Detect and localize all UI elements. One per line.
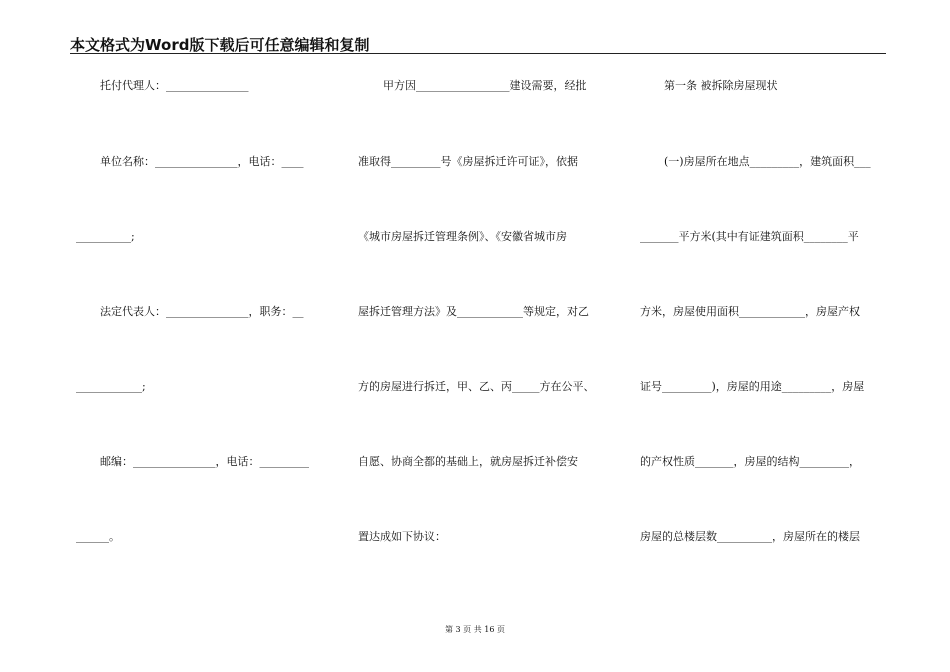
- middle-line-3: 《城市房屋拆迁管理条例》、《安徽省城市房: [358, 230, 567, 243]
- right-line-5: 证号_________)，房屋的用途_________，房屋: [640, 380, 865, 393]
- right-line-2: (一)房屋所在地点_________，建筑面积___: [664, 155, 871, 168]
- header-title: 本文格式为Word版下载后可任意编辑和复制: [70, 36, 370, 54]
- right-line-4: 方米，房屋使用面积____________，房屋产权: [640, 305, 860, 318]
- header-rule: [70, 53, 886, 54]
- middle-line-6: 自愿、协商全都的基础上，就房屋拆迁补偿安: [358, 455, 578, 468]
- middle-line-5: 方的房屋进行拆迁，甲、乙、丙_____方在公平、: [358, 380, 595, 393]
- left-line-6: 邮编：_______________，电话：_________: [100, 455, 309, 468]
- left-line-4: 法定代表人：_______________，职务：__: [100, 305, 304, 318]
- right-line-7: 房屋的总楼层数__________，房屋所在的楼层: [640, 530, 860, 543]
- middle-line-4: 屋拆迁管理方法》及____________等规定，对乙: [358, 305, 589, 318]
- right-line-1: 第一条 被拆除房屋现状: [664, 79, 778, 92]
- page-number-footer: 第 3 页 共 16 页: [445, 625, 505, 634]
- middle-line-2: 准取得_________号《房屋拆迁许可证》，依据: [358, 155, 578, 168]
- right-line-3: _______平方米(其中有证建筑面积________平: [640, 230, 859, 243]
- left-line-1: 托付代理人：_______________: [100, 79, 249, 92]
- left-line-2: 单位名称：_______________，电话：____: [100, 155, 304, 168]
- left-line-7: ______。: [76, 530, 120, 543]
- middle-line-1: 甲方因_________________建设需要，经批: [383, 79, 587, 92]
- left-line-3: __________;: [76, 230, 135, 243]
- left-line-5: ____________;: [76, 380, 146, 393]
- right-line-6: 的产权性质_______，房屋的结构_________，: [640, 455, 860, 468]
- middle-line-7: 置达成如下协议：: [358, 530, 446, 543]
